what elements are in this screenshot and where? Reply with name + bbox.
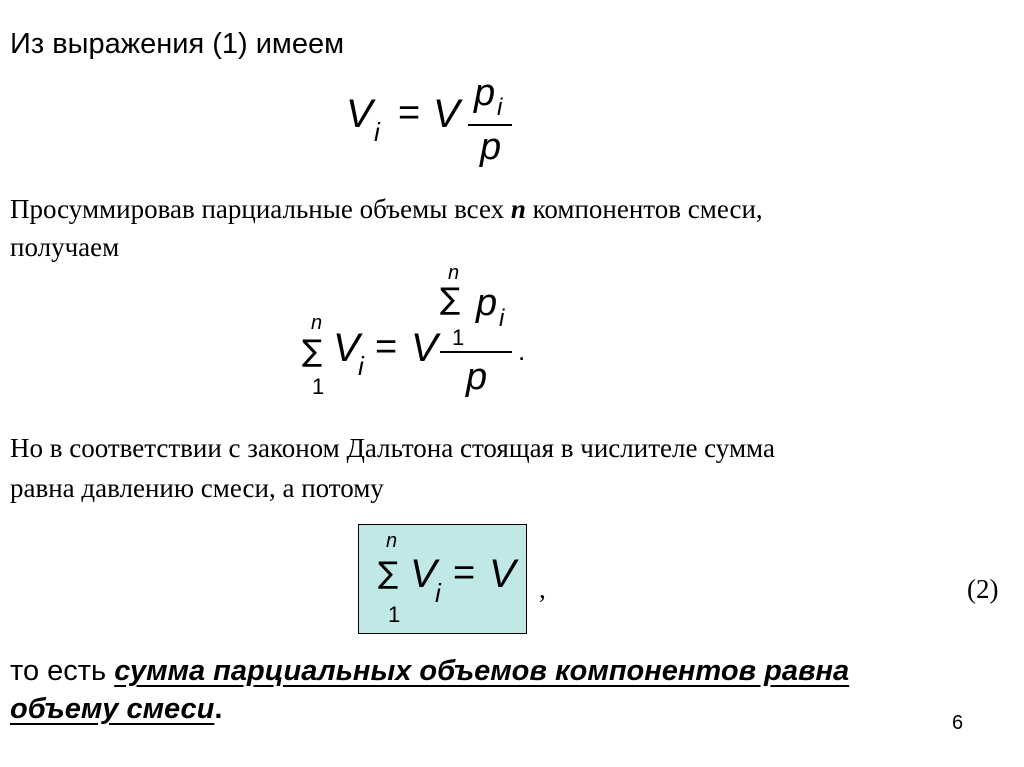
eq2-sum-upper: n: [311, 312, 323, 334]
paragraph-sum-text-1: Просуммировав парциальные объемы всех: [10, 194, 511, 224]
conclusion-line2: [10, 693, 222, 726]
eq1-equals: =: [398, 92, 421, 134]
eq2-numerator-sub: i: [499, 305, 505, 332]
paragraph-sum: [10, 194, 763, 225]
eq3-sum-upper: n: [386, 530, 398, 552]
conclusion-emphasis-1: сумма парциальных объемов компонентов равна: [114, 655, 850, 687]
conclusion-emphasis-2: объему смеси: [10, 693, 215, 725]
eq2-lhs: V: [333, 326, 360, 370]
eq1-lhs: V: [346, 92, 373, 136]
eq2-lhs-sub: i: [358, 351, 364, 381]
eq1-numerator: p: [474, 72, 496, 114]
eq3-number: (2): [967, 574, 999, 604]
eq2-sum-sign: ∑: [302, 334, 323, 369]
eq1-rhs: V: [433, 92, 460, 136]
eq3-comma: ,: [539, 574, 546, 604]
conclusion-line1: [10, 655, 849, 688]
eq2-fraction-bar: [440, 351, 512, 353]
eq3-rhs: V: [489, 552, 516, 596]
eq3-sum-lower: 1: [388, 602, 401, 627]
eq3-equals: =: [453, 552, 476, 594]
eq1-lhs-sub: i: [374, 117, 380, 147]
eq2-sum-lower: 1: [312, 374, 325, 399]
paragraph-dalton-line2: равна давлению смеси, а потому: [10, 473, 384, 503]
conclusion-prefix: то есть: [10, 655, 115, 687]
conclusion-end: .: [214, 693, 223, 725]
eq1-numerator-sub: i: [497, 94, 503, 121]
eq2-period: .: [518, 336, 526, 366]
eq1-denominator: p: [480, 126, 502, 168]
eq3-sum-sign: ∑: [378, 556, 399, 591]
eq2-num-sum-sign: ∑: [440, 282, 461, 317]
eq3-lhs: V: [410, 552, 437, 596]
paragraph-dalton-line1: Но в соответствии с законом Дальтона стоящая в числителе сумма: [10, 433, 775, 463]
paragraph-sum-var-n: n: [510, 194, 526, 224]
paragraph-sum-text-2: компонентов смеси,: [525, 194, 763, 224]
eq2-num-sum-upper: n: [448, 262, 460, 284]
eq3-lhs-sub: i: [435, 578, 441, 608]
eq2-rhs: V: [411, 326, 438, 370]
page-number: 6: [952, 712, 964, 734]
eq2-numerator: p: [476, 282, 498, 324]
paragraph-sum-line2: получаем: [10, 232, 120, 262]
eq2-denominator: p: [466, 356, 488, 398]
intro-text: Из выражения (1) имеем: [10, 28, 345, 60]
eq2-equals: =: [375, 326, 398, 368]
eq2-num-sum-lower: 1: [452, 325, 465, 350]
